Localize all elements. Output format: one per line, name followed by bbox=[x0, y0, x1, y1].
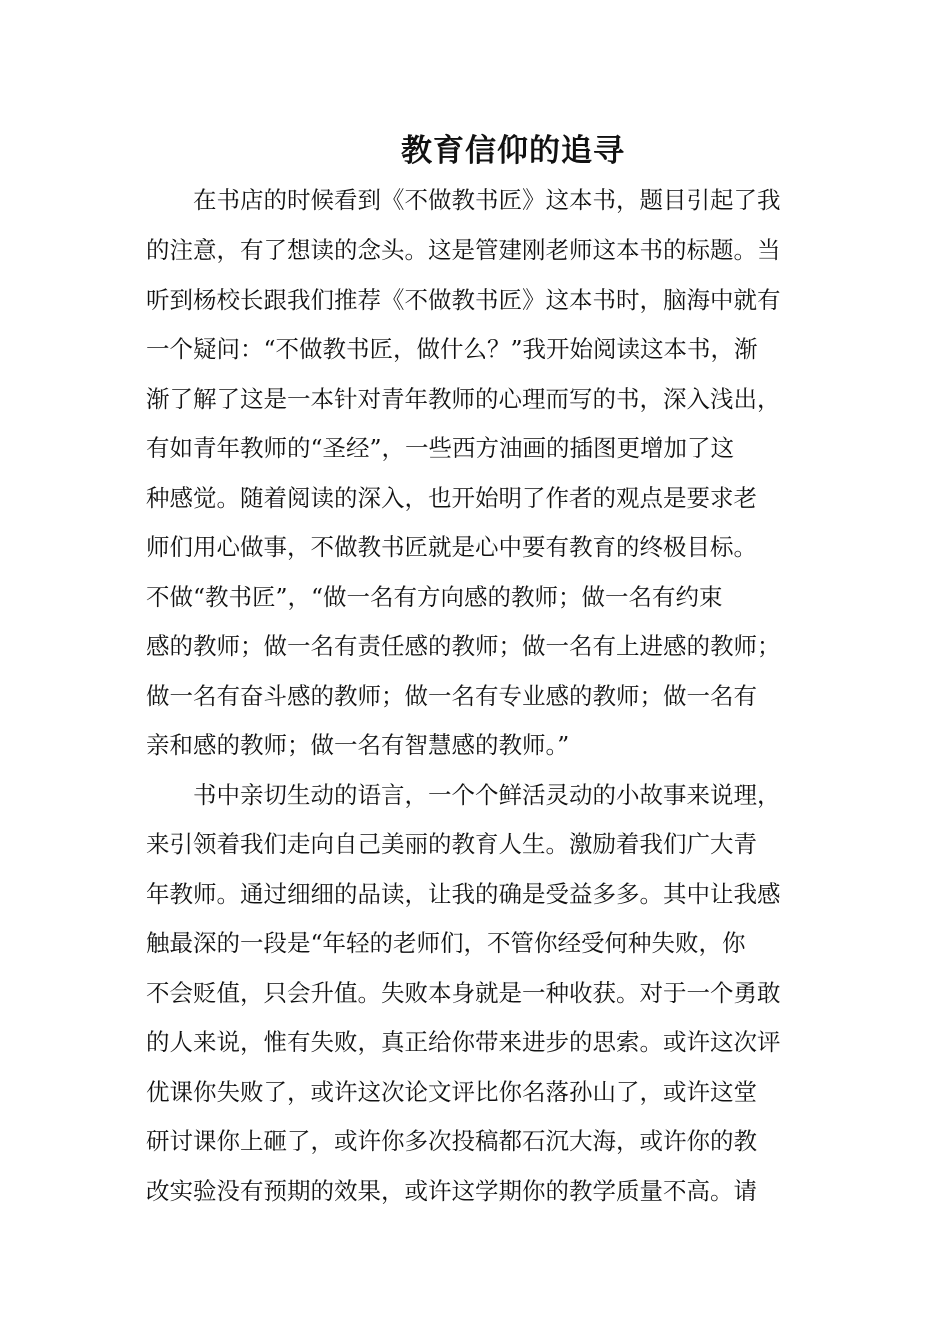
paragraph-1-line: 师们用心做事，不做教书匠就是心中要有教育的终极目标。 bbox=[146, 533, 757, 561]
paragraph-2-line: 的人来说，惟有失败，真正给你带来进步的思索。或许这次评 bbox=[146, 1028, 781, 1056]
paragraph-1-line: 不做“教书匠”，“做一名有方向感的教师；做一名有约束 bbox=[146, 583, 723, 611]
paragraph-2-line: 优课你失败了，或许这次论文评比你名落孙山了，或许这堂 bbox=[146, 1078, 757, 1106]
paragraph-2-line: 书中亲切生动的语言，一个个鲜活灵动的小故事来说理， bbox=[193, 781, 781, 809]
paragraph-1-line: 亲和感的教师；做一名有智慧感的教师。” bbox=[146, 731, 570, 759]
paragraph-2-line: 触最深的一段是“年轻的老师们，不管你经受何种失败，你 bbox=[146, 929, 746, 957]
document-title: 教育信仰的追寻 bbox=[401, 133, 625, 169]
paragraph-1-line: 渐了解了这是一本针对青年教师的心理而写的书，深入浅出， bbox=[146, 385, 781, 413]
paragraph-1-line: 做一名有奋斗感的教师；做一名有专业感的教师；做一名有 bbox=[146, 682, 757, 710]
paragraph-1-line: 有如青年教师的“圣经”，一些西方油画的插图更增加了这 bbox=[146, 434, 735, 462]
paragraph-1-line: 听到杨校长跟我们推荐《不做教书匠》这本书时，脑海中就有 bbox=[146, 286, 781, 314]
paragraph-1-line: 种感觉。随着阅读的深入，也开始明了作者的观点是要求老 bbox=[146, 484, 757, 512]
paragraph-2-line: 年教师。通过细细的品读，让我的确是受益多多。其中让我感 bbox=[146, 880, 781, 908]
paragraph-2-line: 研讨课你上砸了，或许你多次投稿都石沉大海，或许你的教 bbox=[146, 1127, 757, 1155]
paragraph-2-line: 改实验没有预期的效果，或许这学期你的教学质量不高。请 bbox=[146, 1177, 757, 1205]
paragraph-1-line: 的注意，有了想读的念头。这是管建刚老师这本书的标题。当 bbox=[146, 236, 781, 264]
paragraph-1-line: 一个疑问：“不做教书匠，做什么？”我开始阅读这本书，渐 bbox=[146, 335, 758, 363]
paragraph-2-line: 来引领着我们走向自己美丽的教育人生。激励着我们广大青 bbox=[146, 830, 757, 858]
paragraph-1-line: 感的教师；做一名有责任感的教师；做一名有上进感的教师； bbox=[146, 632, 781, 660]
paragraph-2-line: 不会贬值，只会升值。失败本身就是一种收获。对于一个勇敢 bbox=[146, 979, 781, 1007]
paragraph-1-line: 在书店的时候看到《不做教书匠》这本书，题目引起了我 bbox=[193, 186, 781, 214]
